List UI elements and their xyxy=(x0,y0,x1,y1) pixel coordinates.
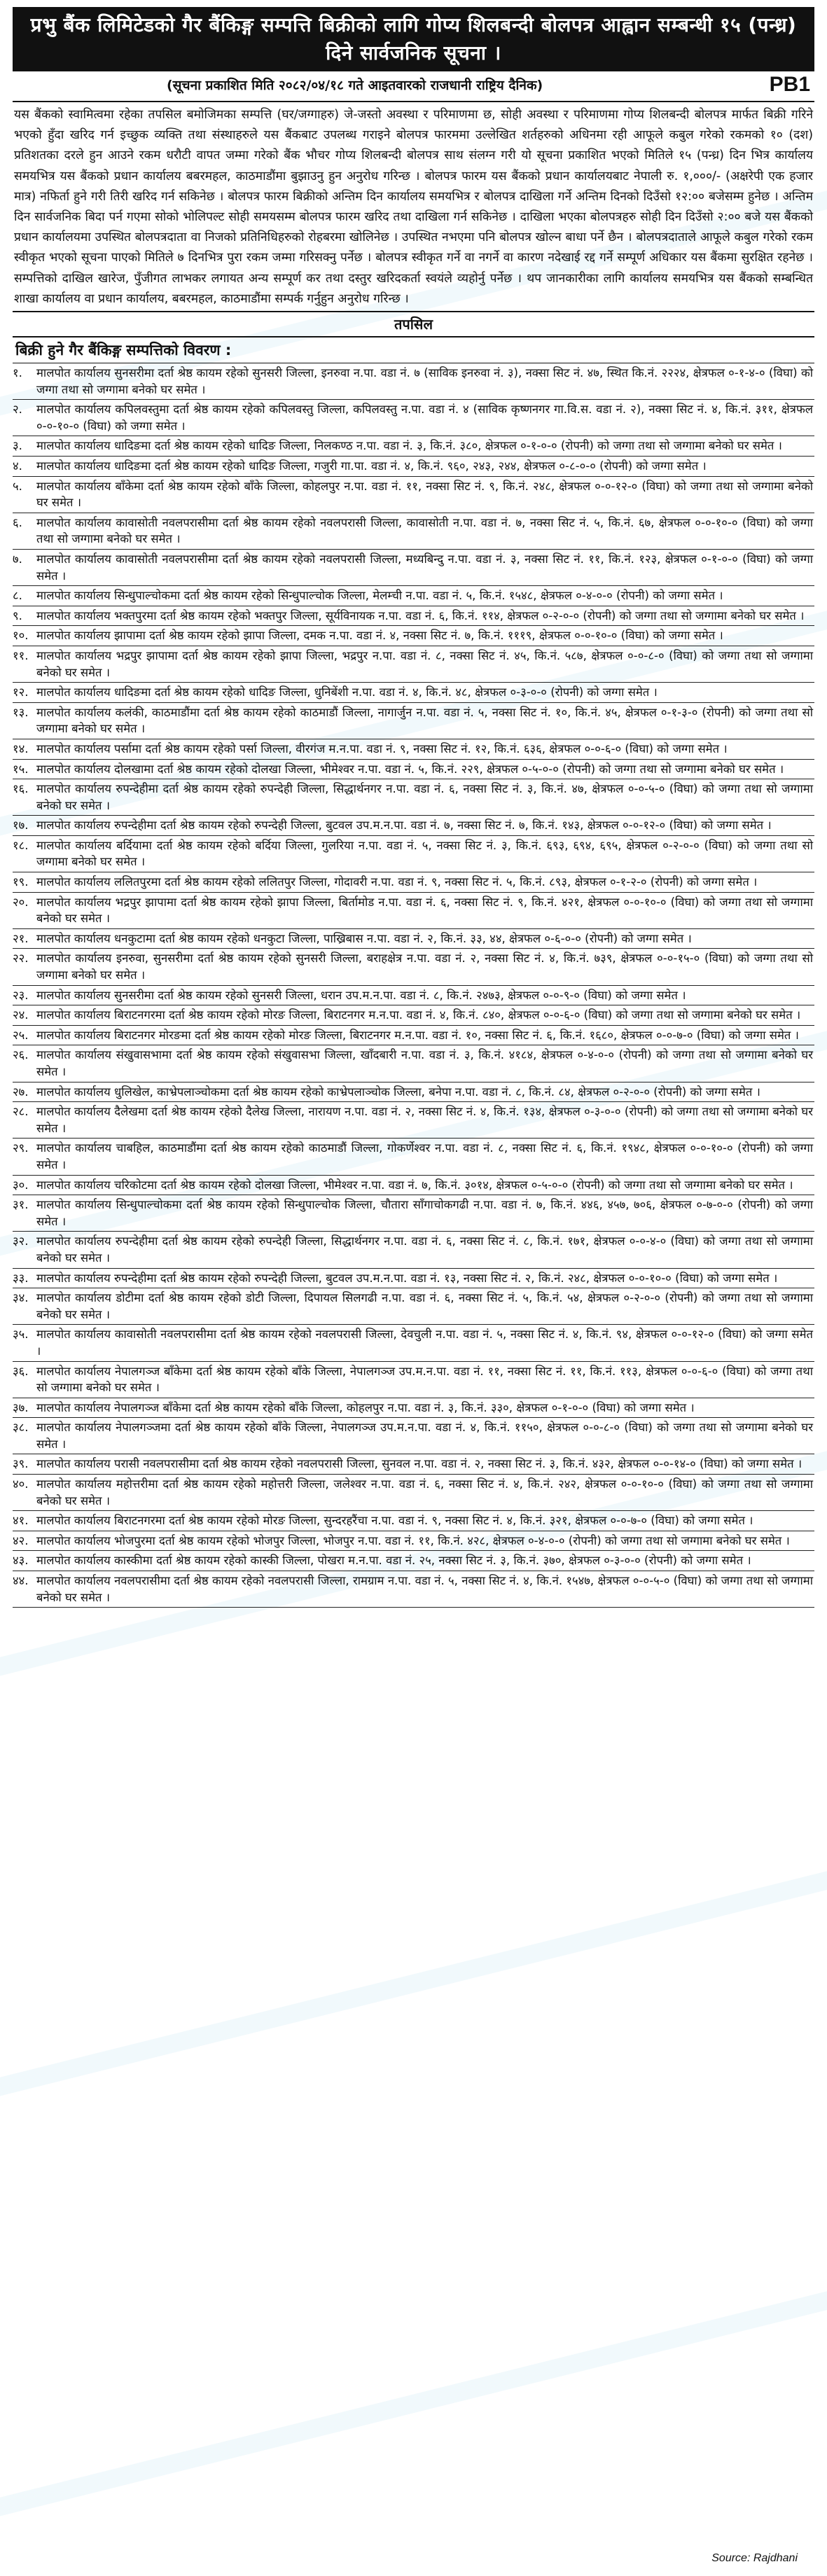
list-item xyxy=(13,929,814,949)
item-number: २६. xyxy=(13,1048,29,1062)
item-number: २. xyxy=(13,403,22,417)
item-number: २०. xyxy=(13,895,29,909)
list-item xyxy=(13,779,814,816)
item-text: मालपोत कार्यालय ललितपुरमा दर्ता श्रेष्ठ कायम रहेको ललितपुर जिल्ला, गोदावरी न.पा. वडा नं. ९, नक्सा सिट नं. ५, कि.नं. ८९३, क्षेत्रफल ०-१-२-० (रोपनी) को जग्गा समेत । xyxy=(36,875,758,889)
item-text: मालपोत कार्यालय रुपन्देहीमा दर्ता श्रेष्ठ कायम रहेको रुपन्देही जिल्ला, सिद्धार्थनगर न.पा. वडा नं. ६, नक्सा सिट नं. ८, कि.नं. १७१, क्षेत्रफल ०-०-४-० (विघा) को जग्गा तथा सो जग्गामा बनेको घर समेत । xyxy=(36,1234,813,1265)
item-number: १६. xyxy=(13,782,29,796)
list-item xyxy=(13,1082,814,1103)
list-item xyxy=(13,1551,814,1571)
item-text: मालपोत कार्यालय भद्रपुर झापामा दर्ता श्रेष्ठ कायम रहेको झापा जिल्ला, बिर्तामोड न.पा. वडा नं. ६, नक्सा सिट नं. ९, कि.नं. ४२१, क्षेत्रफल ०-०-१०-० (विघा) को जग्गा तथा सो जग्गामा बनेको घर समेत । xyxy=(36,895,813,926)
list-heading: बिक्री हुने गैर बैंकिङ्ग सम्पत्तिको विवरण : xyxy=(13,336,814,363)
item-text: मालपोत कार्यालय रुपन्देहीमा दर्ता श्रेष्ठ कायम रहेको रुपन्देही जिल्ला, बुटवल उप.म.न.पा. वडा नं. १३, नक्सा सिट नं. २, कि.नं. २४८, क्षेत्रफल ०-०-१०-० (विघा) को जग्गा समेत । xyxy=(36,1271,778,1285)
item-text: मालपोत कार्यालय धुलिखेल, काभ्रेपलाञ्चोकमा दर्ता श्रेष्ठ कायम रहेको काभ्रेपलाञ्चोक जिल्ला, बनेपा न.पा. वडा नं. ८, कि.नं. ८४, क्षेत्रफल ०-२-०-० (रोपनी) को जग्गा समेत । xyxy=(36,1085,760,1099)
item-text: मालपोत कार्यालय बिराटनगर मोरङमा दर्ता श्रेष्ठ कायम रहेको मोरङ जिल्ला, बिराटनगर म.न.पा. वडा नं. १०, नक्सा सिट नं. ६, कि.नं. १६८०, क्षेत्रफल ०-०-७-० (विघा) को जग्गा समेत । xyxy=(36,1028,799,1042)
item-text: मालपोत कार्यालय सिन्धुपाल्चोकमा दर्ता श्रेष्ठ कायम रहेको सिन्धुपाल्चोक जिल्ला, मेलम्ची न.पा. वडा नं. ५, कि.नं. १५४८, क्षेत्रफल ०-४-०-० (रोपनी) को जग्गा समेत । xyxy=(36,589,723,603)
list-item xyxy=(13,513,814,550)
list-item xyxy=(13,436,814,457)
item-number: १५. xyxy=(13,762,29,776)
item-number: ५. xyxy=(13,479,22,493)
item-text: मालपोत कार्यालय सिन्धुपाल्चोकमा दर्ता श्रेष्ठ कायम रहेको सिन्धुपाल्चोक जिल्ला, चौतारा साँगाचोकगढी न.पा. वडा नं. ७, कि.नं. ४४६, ४५७, ७०६, क्षेत्रफल ०-७-०-० (रोपनी) को जग्गा समेत । xyxy=(36,1198,813,1228)
list-item xyxy=(13,872,814,893)
item-text: मालपोत कार्यालय संखुवासभामा दर्ता श्रेष्ठ कायम रहेको संखुवासभा जिल्ला, खाँदबारी न.पा. वडा नं. ३, कि.नं. ४१८४, क्षेत्रफल ०-४-०-० (रोपनी) को जग्गा तथा सो जग्गामा बनेको घर समेत । xyxy=(36,1048,813,1078)
item-number: २७. xyxy=(13,1085,29,1099)
item-text: मालपोत कार्यालय कलंकी, काठमाडौंमा दर्ता श्रेष्ठ कायम रहेको काठमाडौं जिल्ला, नागार्जुन न.पा. वडा नं. ५, नक्सा सिट नं. १०, कि.नं. ४५, क्षेत्रफल ०-१-३-० (रोपनी) को जग्गा तथा सो जग्गामा बनेको घर समेत । xyxy=(36,705,813,736)
item-number: २९. xyxy=(13,1141,29,1155)
item-number: २१. xyxy=(13,931,29,945)
item-number: ४४. xyxy=(13,1574,29,1588)
list-item xyxy=(13,1288,814,1325)
item-number: ७. xyxy=(13,552,22,566)
item-text: मालपोत कार्यालय भोजपुरमा दर्ता श्रेष्ठ कायम रहेको भोजपुर जिल्ला, भोजपुर न.पा. वडा नं. ११, कि.नं. ४२८, क्षेत्रफल ०-४-०-० (रोपनी) को जग्गा तथा सो जग्गामा बनेको घर समेत । xyxy=(36,1533,790,1547)
list-item xyxy=(13,986,814,1006)
list-item xyxy=(13,760,814,780)
item-text: मालपोत कार्यालय धनकुटामा दर्ता श्रेष्ठ कायम रहेको धनकुटा जिल्ला, पाख्रिबास न.पा. वडा नं. २, कि.नं. ३३, ४४, क्षेत्रफल ०-६-०-० (रोपनी) को जग्गा समेत । xyxy=(36,931,692,945)
list-item xyxy=(13,586,814,606)
item-number: २८. xyxy=(13,1105,29,1119)
item-text: मालपोत कार्यालय दोलखामा दर्ता श्रेष्ठ कायम रहेको दोलखा जिल्ला, भीमेश्वर न.पा. वडा नं. ५, कि.नं. २२९, क्षेत्रफल ०-५-०-० (रोपनी) को जग्गा तथा सो जग्गामा बनेको घर समेत । xyxy=(36,762,784,776)
item-number: १९. xyxy=(13,875,29,889)
item-number: ४१. xyxy=(13,1514,29,1528)
list-item xyxy=(13,683,814,703)
item-text: मालपोत कार्यालय कावासोती नवलपरासीमा दर्ता श्रेष्ठ कायम रहेको नवलपरासी जिल्ला, देवचुली न.पा. वडा नं. ५, नक्सा सिट नं. ४, कि.नं. ९४, क्षेत्रफल ०-०-१२-० (विघा) को जग्गा समेत । xyxy=(36,1328,813,1358)
item-text: मालपोत कार्यालय परासी नवलपरासीमा दर्ता श्रेष्ठ कायम रहेको नवलपरासी जिल्ला, सुनवल न.पा. वडा नं. २, नक्सा सिट नं. ३, कि.नं. ४३२, क्षेत्रफल ०-०-१४-० (विघा) को जग्गा समेत । xyxy=(36,1457,802,1471)
item-text: मालपोत कार्यालय डोटीमा दर्ता श्रेष्ठ कायम रहेको डोटी जिल्ला, दिपायल सिलगढी न.पा. वडा नं. ६, नक्सा सिट नं. ५, कि.नं. ५४, क्षेत्रफल ०-२-०-० (रोपनी) को जग्गा तथा सो जग्गामा बनेको घर समेत । xyxy=(36,1291,813,1321)
item-text: मालपोत कार्यालय बिराटनगरमा दर्ता श्रेष्ठ कायम रहेको मोरङ जिल्ला, बिराटनगर म.न.पा. वडा नं. ४, कि.नं. ८४०, क्षेत्रफल ०-०-६-० (विघा) को जग्गा तथा सो जग्गामा बनेको घर समेत । xyxy=(36,1008,801,1022)
list-item xyxy=(13,1571,814,1608)
page-code: PB1 xyxy=(769,73,810,96)
item-number: ३९. xyxy=(13,1457,29,1471)
item-number: ४२. xyxy=(13,1533,29,1547)
item-text: मालपोत कार्यालय कास्कीमा दर्ता श्रेष्ठ कायम रहेको कास्की जिल्ला, पोखरा म.न.पा. वडा नं. २५, नक्सा सिट नं. ३, कि.नं. ३७०, क्षेत्रफल ०-३-०-० (रोपनी) को जग्गा समेत । xyxy=(36,1554,751,1568)
item-number: २५. xyxy=(13,1028,29,1042)
list-item xyxy=(13,816,814,836)
list-item xyxy=(13,550,814,586)
list-item xyxy=(13,1531,814,1552)
list-item xyxy=(13,703,814,739)
notice-page xyxy=(13,7,814,2566)
list-item xyxy=(13,457,814,477)
item-number: १७. xyxy=(13,819,29,833)
item-text: मालपोत कार्यालय धादिङमा दर्ता श्रेष्ठ कायम रहेको धादिङ जिल्ला, निलकण्ठ न.पा. वडा नं. ३, कि.नं. ३८०, क्षेत्रफल ०-१-०-० (रोपनी) को जग्गा तथा सो जग्गामा बनेको घर समेत । xyxy=(36,439,782,453)
list-item xyxy=(13,477,814,513)
item-number: १४. xyxy=(13,742,29,756)
item-text: मालपोत कार्यालय कपिलवस्तुमा दर्ता श्रेष्ठ कायम रहेको कपिलवस्तु जिल्ला, कपिलवस्तु न.पा. वडा नं. ४ (साविक कृष्णनगर गा.वि.स. वडा नं. २), नक्सा सिट नं. ४, कि.नं. ३११, क्षेत्रफल ०-०-१०-० (विघा) को जग्गा समेत । xyxy=(36,403,813,433)
item-text: मालपोत कार्यालय रुपन्देहीमा दर्ता श्रेष्ठ कायम रहेको रुपन्देही जिल्ला, बुटवल उप.म.न.पा. वडा नं. ७, नक्सा सिट नं. ७, कि.नं. १४३, क्षेत्रफल ०-०-१२-० (विघा) को जग्गा समेत । xyxy=(36,819,772,833)
subheader xyxy=(13,71,814,102)
notice-title: प्रभु बैंक लिमिटेडको गैर बैंकिङ्ग सम्पत्ति बिक्रीको लागि गोप्य शिलबन्दी बोलपत्र आह्वान सम्बन्धी १५ (पन्ध्र) दिने सार्वजनिक सूचना । xyxy=(13,7,814,71)
item-number: ३७. xyxy=(13,1400,29,1414)
item-text: मालपोत कार्यालय बर्दियामा दर्ता श्रेष्ठ कायम रहेको बर्दिया जिल्ला, गुलरिया न.पा. वडा नं. ५, नक्सा सिट नं. ३, कि.नं. ६९३, ६९४, ६९५, क्षेत्रफल ०-२-०-० (विघा) को जग्गा तथा सो जग्गामा बनेको घर समेत । xyxy=(36,838,813,869)
list-item xyxy=(13,949,814,985)
item-number: ८. xyxy=(13,589,22,603)
item-text: मालपोत कार्यालय नवलपरासीमा दर्ता श्रेष्ठ कायम रहेको नवलपरासी जिल्ला, रामग्राम न.पा. वडा नं. ५, नक्सा सिट नं. ४, कि.नं. १५४७, क्षेत्रफल ०-०-५-० (विघा) को जग्गा तथा सो जग्गामा बनेको घर समेत । xyxy=(36,1574,813,1604)
list-item xyxy=(13,363,814,400)
list-item xyxy=(13,1045,814,1082)
list-item xyxy=(13,1232,814,1268)
item-text: मालपोत कार्यालय नेपालगञ्ज बाँकेमा दर्ता श्रेष्ठ कायम रहेको बाँके जिल्ला, कोहलपुर न.पा. वडा नं. ३, कि.नं. ३३०, क्षेत्रफल ०-१-०-० (विघा) को जग्गा समेत । xyxy=(36,1400,695,1414)
item-text: मालपोत कार्यालय नेपालगञ्ज बाँकेमा दर्ता श्रेष्ठ कायम रहेको बाँके जिल्ला, नेपालगञ्ज उप.म.न.पा. वडा नं. ११, नक्सा सिट नं. ११, कि.नं. ११३, क्षेत्रफल ०-०-६-० (विघा) को जग्गा तथा सो जग्गामा बनेको घर समेत । xyxy=(36,1364,813,1395)
item-number: २३. xyxy=(13,988,29,1002)
item-number: ३८. xyxy=(13,1421,29,1435)
item-number: १२. xyxy=(13,685,29,699)
item-number: ३४. xyxy=(13,1291,29,1305)
item-text: मालपोत कार्यालय बाँकेमा दर्ता श्रेष्ठ कायम रहेको बाँके जिल्ला, कोहलपुर न.पा. वडा नं. ११, नक्सा सिट नं. ९, कि.नं. २४८, क्षेत्रफल ०-०-१२-० (विघा) को जग्गा तथा सो जग्गामा बनेको घर समेत । xyxy=(36,479,813,510)
published-line: (सूचना प्रकाशित मिति २०८२/०४/१८ गते आइतवारको राजधानी राष्ट्रिय दैनिक) xyxy=(167,78,543,93)
list-item xyxy=(13,1195,814,1232)
item-text: मालपोत कार्यालय झापामा दर्ता श्रेष्ठ कायम रहेको झापा जिल्ला, दमक न.पा. वडा नं. ४, नक्सा सिट नं. ७, कि.नं. १११९, क्षेत्रफल ०-०-१०-० (विघा) को जग्गा समेत । xyxy=(36,629,723,643)
list-item xyxy=(13,1511,814,1531)
source-credit: Source: Rajdhani xyxy=(711,2552,798,2564)
list-item xyxy=(13,1139,814,1175)
item-number: ४०. xyxy=(13,1477,29,1491)
item-number: ६. xyxy=(13,515,22,529)
item-number: ३०. xyxy=(13,1178,29,1192)
item-text: मालपोत कार्यालय नेपालगञ्जमा दर्ता श्रेष्ठ कायम रहेको बाँके जिल्ला, नेपालगञ्ज उप.म.न.पा. वडा नं. ४, कि.नं. ११५०, क्षेत्रफल ०-०-८-० (विघा) को जग्गा तथा सो जग्गामा बनेको घर समेत । xyxy=(36,1421,813,1451)
item-number: ३२. xyxy=(13,1234,29,1248)
item-text: मालपोत कार्यालय दैलेखमा दर्ता श्रेष्ठ कायम रहेको दैलेख जिल्ला, नारायण न.पा. वडा नं. २, नक्सा सिट नं. ४, कि.नं. १३४, क्षेत्रफल ०-३-०-० (रोपनी) को जग्गा तथा सो जग्गामा बनेको घर समेत । xyxy=(36,1105,813,1135)
list-item xyxy=(13,400,814,436)
item-text: मालपोत कार्यालय धादिङमा दर्ता श्रेष्ठ कायम रहेको धादिङ जिल्ला, धुनिबेंशी न.पा. वडा नं. ४, कि.नं. ४८, क्षेत्रफल ०-३-०-० (रोपनी) को जग्गा समेत । xyxy=(36,685,658,699)
item-text: मालपोत कार्यालय चरिकोटमा दर्ता श्रेष्ठ कायम रहेको दोलखा जिल्ला, भीमेश्वर न.पा. वडा नं. ७, कि.नं. ३०१४, क्षेत्रफल ०-५-०-० (रोपनी) को जग्गा तथा सो जग्गामा बनेको घर समेत । xyxy=(36,1178,793,1192)
item-number: २४. xyxy=(13,1008,29,1022)
item-text: मालपोत कार्यालय धादिङमा दर्ता श्रेष्ठ कायम रहेको धादिङ जिल्ला, गजुरी गा.पा. वडा नं. ४, कि.नं. ९६०, २४३, २४४, क्षेत्रफल ०-८-०-० (रोपनी) को जग्गा समेत । xyxy=(36,459,707,473)
section-label: तपसिल xyxy=(394,316,433,333)
item-text: मालपोत कार्यालय इनरुवा, सुनसरीमा दर्ता श्रेष्ठ कायम रहेको सुनसरी जिल्ला, बराहक्षेत्र न.पा. वडा नं. २, नक्सा सिट नं. ४, कि.नं. ७३९, क्षेत्रफल ०-०-१५-० (विघा) को जग्गा तथा सो जग्गामा बनेको घर समेत । xyxy=(36,952,813,982)
list-item xyxy=(13,1362,814,1398)
item-number: २२. xyxy=(13,952,29,966)
item-text: मालपोत कार्यालय महोत्तरीमा दर्ता श्रेष्ठ कायम रहेको महोत्तरी जिल्ला, जलेश्वर न.पा. वडा नं. ६, नक्सा सिट नं. ४, कि.नं. २४२, क्षेत्रफल ०-०-१०-० (विघा) को जग्गा तथा सो जग्गामा बनेको घर समेत । xyxy=(36,1477,813,1508)
item-text: मालपोत कार्यालय भद्रपुर झापामा दर्ता श्रेष्ठ कायम रहेको झापा जिल्ला, भद्रपुर न.पा. वडा नं. ८, नक्सा सिट नं. ४५, कि.नं. ५८७, क्षेत्रफल ०-०-८-० (विघा) को जग्गा तथा सो जग्गामा बनेको घर समेत । xyxy=(36,648,813,679)
item-text: मालपोत कार्यालय बिराटनगरमा दर्ता श्रेष्ठ कायम रहेको मोरङ जिल्ला, सुन्दरहरैंचा न.पा. वडा नं. ९, नक्सा सिट नं. ४, कि.नं. ३२१, क्षेत्रफल ०-०-७-० (विघा) को जग्गा समेत । xyxy=(36,1514,753,1528)
list-item xyxy=(13,1269,814,1289)
item-number: ३६. xyxy=(13,1364,29,1378)
list-item xyxy=(13,1325,814,1361)
list-item xyxy=(13,836,814,872)
list-item xyxy=(13,893,814,929)
item-number: ११. xyxy=(13,648,29,662)
list-item xyxy=(13,626,814,646)
list-item xyxy=(13,1418,814,1454)
list-item xyxy=(13,646,814,683)
item-number: १०. xyxy=(13,629,29,643)
item-number: ३५. xyxy=(13,1328,29,1342)
property-list xyxy=(13,363,814,1608)
item-text: मालपोत कार्यालय कावासोती नवलपरासीमा दर्ता श्रेष्ठ कायम रहेको नवलपरासी जिल्ला, कावासोती न.पा. वडा नं. ७, नक्सा सिट नं. ५, कि.नं. ६७, क्षेत्रफल ०-०-१०-० (विघा) को जग्गा तथा सो जग्गामा बनेको घर समेत । xyxy=(36,515,813,546)
item-number: ९. xyxy=(13,608,22,622)
item-text: मालपोत कार्यालय पर्सामा दर्ता श्रेष्ठ कायम रहेको पर्सा जिल्ला, वीरगंज म.न.पा. वडा नं. ९, नक्सा सिट नं. १२, कि.नं. ६३६, क्षेत्रफल ०-०-६-० (विघा) को जग्गा समेत । xyxy=(36,742,728,756)
list-item xyxy=(13,606,814,627)
item-text: मालपोत कार्यालय सुनसरीमा दर्ता श्रेष्ठ कायम रहेको सुनसरी जिल्ला, इनरुवा न.पा. वडा नं. ७ (साविक इनरुवा नं. ३), नक्सा सिट नं. ४७, स्थित कि.नं. २२२४, क्षेत्रफल ०-१-४-० (विघा) को जग्गा तथा सो जग्गामा बनेको घर समेत । xyxy=(36,366,813,396)
list-item xyxy=(13,1475,814,1511)
item-number: ३१. xyxy=(13,1198,29,1212)
item-number: ३. xyxy=(13,439,22,453)
item-number: ३३. xyxy=(13,1271,29,1285)
list-item xyxy=(13,739,814,760)
item-number: ४. xyxy=(13,459,22,473)
item-text: मालपोत कार्यालय भक्तपुरमा दर्ता श्रेष्ठ कायम रहेको भक्तपुर जिल्ला, सूर्यविनायक न.पा. वडा नं. ६, कि.नं. ११४, क्षेत्रफल ०-२-०-० (रोपनी) को जग्गा तथा सो जग्गामा बनेको घर समेत । xyxy=(36,608,805,622)
list-item xyxy=(13,1102,814,1139)
item-text: मालपोत कार्यालय कावासोती नवलपरासीमा दर्ता श्रेष्ठ कायम रहेको नवलपरासी जिल्ला, मध्यबिन्दु न.पा. वडा नं. ३, नक्सा सिट नं. ११, कि.नं. १२३, क्षेत्रफल ०-१-०-० (विघा) को जग्गा समेत । xyxy=(36,552,813,583)
item-text: मालपोत कार्यालय रुपन्देहीमा दर्ता श्रेष्ठ कायम रहेको रुपन्देही जिल्ला, सिद्धार्थनगर न.पा. वडा नं. ६, नक्सा सिट नं. ३, कि.नं. ४७, क्षेत्रफल ०-०-५-० (विघा) को जग्गा तथा सो जग्गामा बनेको घर समेत । xyxy=(36,782,813,812)
list-item xyxy=(13,1176,814,1196)
list-item xyxy=(13,1454,814,1475)
item-text: मालपोत कार्यालय चाबहिल, काठमाडौंमा दर्ता श्रेष्ठ कायम रहेको काठमाडौं जिल्ला, गोकर्णेश्वर न.पा. वडा नं. ८, नक्सा सिट नं. ६, कि.नं. १९४८, क्षेत्रफल ०-०-१०-० (रोपनी) को जग्गा समेत । xyxy=(36,1141,813,1171)
item-number: १३. xyxy=(13,705,29,719)
item-number: ४३. xyxy=(13,1554,29,1568)
list-item xyxy=(13,1026,814,1046)
intro-paragraph: यस बैंकको स्वामित्वमा रहेका तपसिल बमोजिमका सम्पत्ति (घर/जग्गाहरु) जे-जस्तो अवस्था र परिमाणमा छ, सोही अवस्था र परिमाणमा गोप्य शिलबन्दी बोलपत्र मार्फत बिक्री गरिने भएको हुँदा खरिद गर्न इच्छुक व्यक्ति तथा संस्थाहरुले यस बैंकबाट उपलब्ध गराइने बोलपत्र फारममा उल्लेखित शर्तहरुको अधिनमा रही आफूले कबुल गरेको रकमको १० (दश) प्रतिशतका दरले हुन आउने रकम धरौटी वापत जम्मा गरेको बैंक भौचर गोप्य शिलबन्दी बोलपत्र साथ संलग्न गरी यो सूचना प्रकाशित भएको मितिले १५ (पन्ध्र) दिन भित्र कार्यालय समयभित्र यस बैंकको प्रधान कार्यालय बबरमहल, काठमाडौंमा बुझाउनु हुन अनुरोध गरिन्छ । बोलपत्र फारम यस बैंकको प्रधान कार्यालयबाट नेपाली रु. १,०००/- (अक्षरेपी एक हजार मात्र) नफिर्ता हुने गरी तिरी खरिद गर्न सकिनेछ । बोलपत्र फारम बिक्रीको अन्तिम दिन कार्यालय समयभित्र र बोलपत्र दाखिला गर्ने अन्तिम दिनको दिउँसो १२:०० बजेसम्म हुनेछ । अन्तिम दिन सार्वजनिक बिदा पर्न गएमा सोको भोलिपल्ट सोही समयसम्म बोलपत्र फारम खरिद तथा दाखिला गर्न सकिनेछ । दाखिला भएका बोलपत्रहरु सोही दिन दिउँसो २:०० बजे यस बैंकको प्रधान कार्यालयमा उपस्थित बोलपत्रदाता वा निजको प्रतिनिधिहरुको रोहबरमा खोलिनेछ । उपस्थित नभएमा पनि बोलपत्र खोल्न बाधा पर्ने छैन । बोलपत्रदाताले आफूले कबुल गरेको रकम स्वीकृत भएको सूचना पाएको मितिले ७ दिनभित्र पुरा रकम जम्मा गरिसक्नु पर्नेछ । बोलपत्र स्वीकृत गर्ने वा नगर्ने वा कारण नदेखाई रद्द गर्ने सम्पूर्ण अधिकार यस बैंकमा सुरक्षित रहनेछ । सम्पत्तिको दाखिल खारेज, पुँजीगत लाभकर लगायत अन्य सम्पूर्ण कर तथा दस्तुर खरिदकर्ता स्वयंले व्यहोर्नु पर्नेछ । थप जानकारीका लागि कार्यालय समयभित्र यस बैंकको सम्बन्धित शाखा कार्यालय वा प्रधान कार्यालय, बबरमहल, काठमाडौंमा सम्पर्क गर्नुहुन अनुरोध गरिन्छ । xyxy=(13,102,814,312)
list-item xyxy=(13,1398,814,1419)
item-number: १८. xyxy=(13,838,29,852)
item-text: मालपोत कार्यालय सुनसरीमा दर्ता श्रेष्ठ कायम रहेको सुनसरी जिल्ला, धरान उप.म.न.पा. वडा नं. ८, कि.नं. २४७३, क्षेत्रफल ०-०-९-० (विघा) को जग्गा समेत । xyxy=(36,988,686,1002)
list-item xyxy=(13,1005,814,1026)
item-number: १. xyxy=(13,366,22,380)
